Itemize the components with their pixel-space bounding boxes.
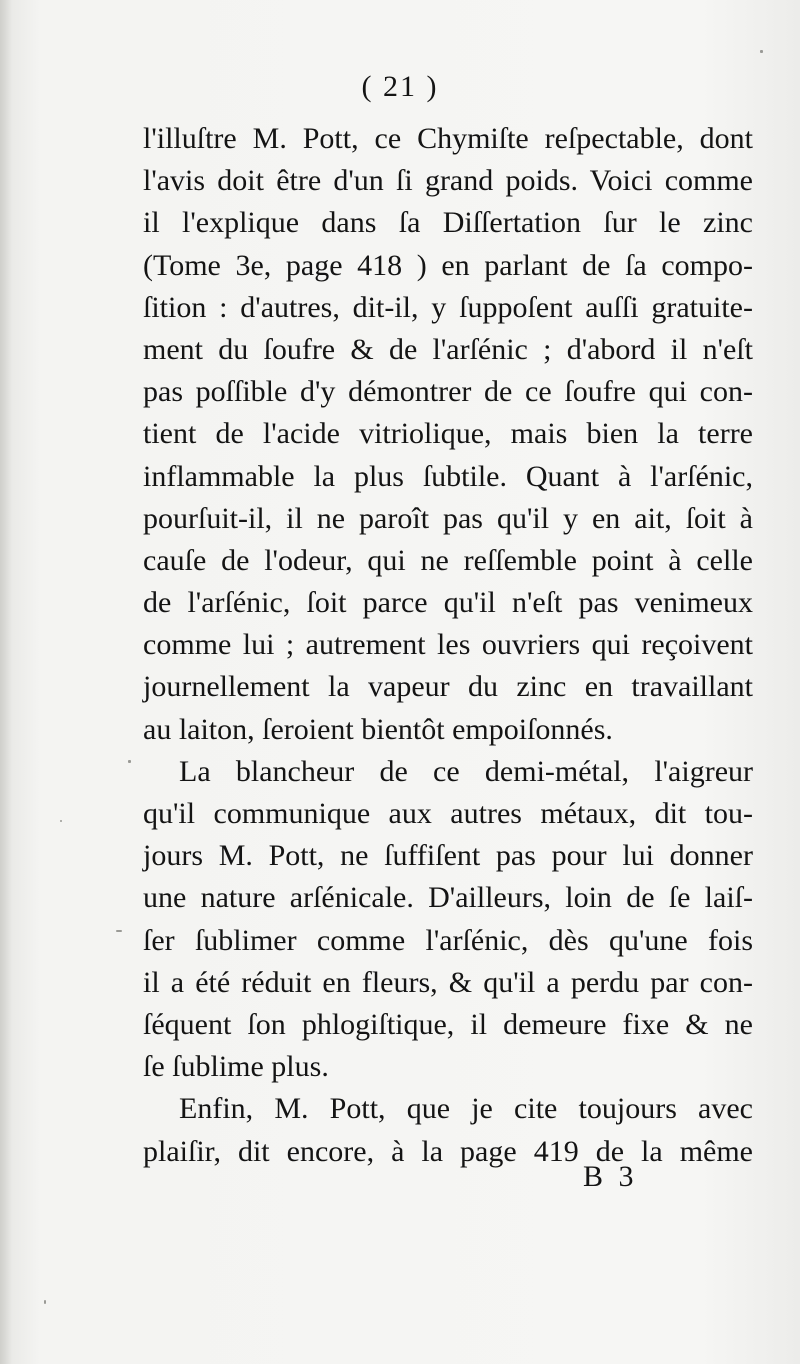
paragraph-1 <box>143 118 753 751</box>
text-line: ſe ſublime plus. <box>143 1050 329 1084</box>
text-line: ſéquent ſon phlogiſtique, il demeure fixe & ne <box>143 1007 753 1041</box>
text-line: plaiſir, dit encore, à la page 419 de la même <box>143 1134 753 1168</box>
text-line: de l'arſénic, ſoit parce qu'il n'eſt pas venimeux <box>143 586 753 620</box>
text-line: il l'explique dans ſa Diſſertation ſur le zinc <box>143 206 753 240</box>
page-gutter-shadow <box>0 0 12 1364</box>
text-line: (Tome 3e, page 418 ) en parlant de ſa compo- <box>143 248 753 282</box>
text-line: journellement la vapeur du zinc en travaillant <box>143 670 753 704</box>
scan-speck <box>128 760 131 763</box>
text-line: pas poſſible d'y démontrer de ce ſoufre qui con- <box>143 375 753 409</box>
text-line: ſition : d'autres, dit-il, y ſuppoſent auſſi gratuite- <box>143 290 753 324</box>
text-line: ſer ſublimer comme l'arſénic, dès qu'une fois <box>143 923 753 957</box>
text-line: Enfin, M. Pott, que je cite toujours avec <box>179 1092 753 1126</box>
text-line: qu'il communique aux autres métaux, dit tou- <box>143 797 753 830</box>
text-line: comme lui ; autrement les ouvriers qui reçoivent <box>143 628 753 662</box>
text-line: ment du ſoufre & de l'arſénic ; d'abord il n'eſt <box>143 332 753 366</box>
text-line: il a été réduit en fleurs, & qu'il a perdu par con- <box>143 965 753 999</box>
paragraph-3 <box>143 1088 753 1172</box>
scan-speck <box>116 930 122 932</box>
text-line: l'avis doit être d'un ſi grand poids. Voici comme <box>143 164 753 198</box>
text-line: inflammable la plus ſubtile. Quant à l'arſénic, <box>143 459 753 493</box>
text-line: jours M. Pott, ne ſuffiſent pas pour lui donner <box>143 839 753 873</box>
scan-speck <box>760 50 763 53</box>
body-text <box>143 118 753 1173</box>
text-line: cauſe de l'odeur, qui ne reſſemble point à celle <box>143 543 753 577</box>
text-line: pourſuit-il, il ne paroît pas qu'il y en ait, ſoit à <box>143 501 753 535</box>
paragraph-2 <box>143 751 753 1089</box>
signature-mark: B 3 <box>583 1160 638 1193</box>
page-number: ( 21 ) <box>361 70 439 103</box>
text-line: au laiton, ſeroient bientôt empoiſonnés. <box>143 712 613 746</box>
text-line: l'illuſtre M. Pott, ce Chymiſte reſpectable, dont <box>143 122 753 155</box>
scan-speck <box>60 820 62 822</box>
text-line: La blancheur de ce demi-métal, l'aigreur <box>179 754 753 788</box>
scan-speck <box>44 1300 46 1304</box>
text-line: tient de l'acide vitriolique, mais bien la terre <box>143 417 753 451</box>
text-line: une nature arſénicale. D'ailleurs, loin de ſe laiſ- <box>143 881 753 915</box>
